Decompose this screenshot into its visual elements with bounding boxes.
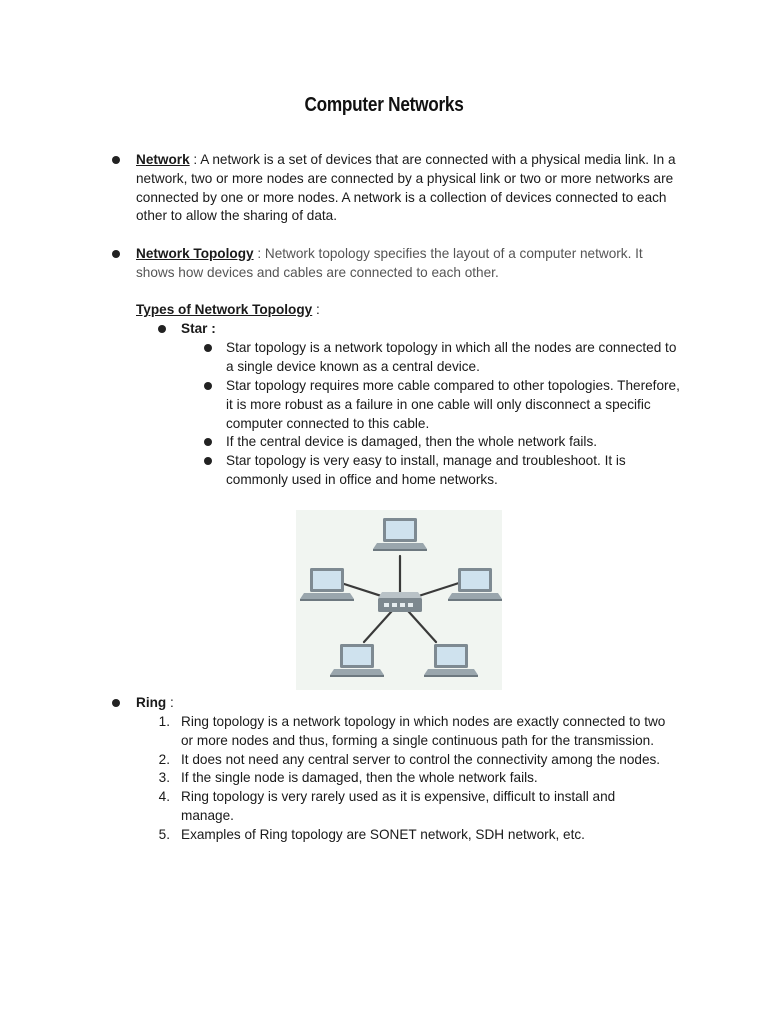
ring-item: It does not need any central server to control the connectivity among the nodes. — [181, 752, 661, 767]
list-number: 4. — [158, 789, 170, 804]
bullet-icon — [158, 325, 166, 333]
page-title: Computer Networks — [304, 94, 464, 116]
types-heading — [136, 301, 320, 320]
star-point: Star topology is a network topology in which all the nodes are connected to a single device known as a central device. — [226, 340, 677, 374]
star-topology-svg — [296, 510, 502, 690]
list-number: 2. — [158, 752, 170, 767]
types-heading-term: Types of Network Topology — [136, 302, 313, 317]
bullet-icon — [204, 382, 212, 390]
ring-item: If the single node is damaged, then the whole network fails. — [181, 770, 538, 785]
star-point: Star topology is very easy to install, manage and troubleshoot. It is commonly used in office and home networks. — [226, 453, 626, 487]
list-number: 1. — [158, 714, 170, 729]
ring-sep: : — [166, 695, 174, 710]
bullet-icon — [112, 699, 120, 707]
network-switch-icon — [378, 592, 422, 612]
topology-definition — [136, 245, 681, 283]
star-topology-diagram — [296, 510, 502, 690]
network-sep: : — [189, 152, 201, 167]
ring-item: Ring topology is very rarely used as it is expensive, difficult to install and manage. — [181, 789, 616, 823]
bullet-icon — [112, 156, 120, 164]
topology-text: Network topology specifies the layout of a computer network. It shows how devices and cables are connected to each other. — [136, 246, 643, 280]
bullet-icon — [204, 438, 212, 446]
network-text: A network is a set of devices that are connected with a physical media link. In a network, two or more nodes are connected by a physical link or two or more networks are connected by one or more nodes. A network is a collection of devices connected to each other to allow the sharing of data. — [136, 152, 676, 224]
star-point: If the central device is damaged, then the whole network fails. — [226, 434, 598, 449]
list-number: 5. — [158, 827, 170, 842]
laptop-icon — [373, 518, 427, 551]
topology-sep: : — [253, 246, 265, 261]
bullet-icon — [204, 457, 212, 465]
topology-term: Network Topology — [136, 246, 254, 261]
bullet-icon — [204, 344, 212, 352]
types-heading-sep: : — [312, 302, 320, 317]
laptop-icon — [424, 644, 478, 677]
star-point: Star topology requires more cable compared to other topologies. Therefore, it is more robust as a failure in one cable will only disconnect a specific computer connected to this cable. — [226, 378, 680, 431]
bullet-icon — [112, 250, 120, 258]
ring-item: Examples of Ring topology are SONET network, SDH network, etc. — [181, 827, 585, 842]
network-definition — [136, 151, 681, 226]
list-number: 3. — [158, 770, 170, 785]
ring-item: Ring topology is a network topology in which nodes are exactly connected to two or more nodes and thus, forming a single continuous path for the transmission. — [181, 714, 666, 748]
laptop-icon — [330, 644, 384, 677]
ring-label: Ring — [136, 695, 167, 710]
network-term: Network — [136, 152, 190, 167]
ring-label-line — [136, 694, 174, 713]
star-label: Star : — [181, 321, 216, 336]
